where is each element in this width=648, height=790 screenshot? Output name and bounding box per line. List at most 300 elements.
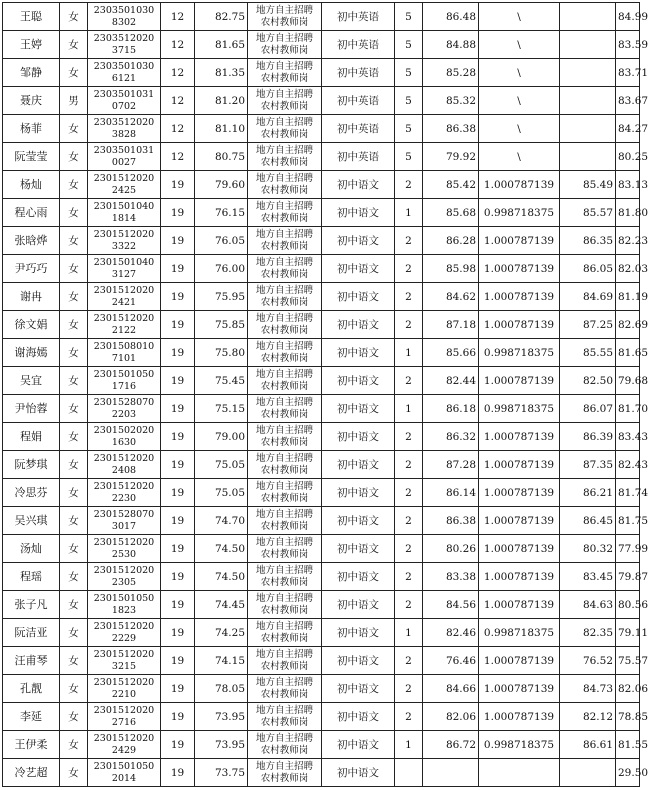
- exam-id-cell-line-2: 3215: [111, 660, 137, 672]
- written-score-cell: 73.95: [195, 731, 248, 759]
- exam-id-cell-line-1: 2301512020: [93, 453, 155, 464]
- post-cell-line-2: 农村教师岗: [260, 436, 309, 448]
- adjusted-score-cell: 82.35: [560, 619, 616, 647]
- gender-cell: 女: [60, 227, 88, 255]
- written-score-cell: 75.85: [195, 311, 248, 339]
- exam-id-cell-line-2: 2421: [111, 296, 137, 308]
- exam-id-cell-line-2: 0027: [111, 156, 137, 168]
- post-cell-line-1: 地方自主招聘: [255, 733, 313, 744]
- gender-cell: 女: [60, 703, 88, 731]
- subject-cell: 初中语文: [322, 619, 395, 647]
- adjusted-score-cell: [560, 115, 616, 143]
- exam-id-cell-line-1: 2301512020: [93, 621, 155, 632]
- exam-id-cell-line-1: 2303501031: [93, 145, 155, 156]
- interview-score-cell: [423, 759, 479, 787]
- name-cell: 谢冉: [3, 283, 60, 311]
- coefficient-cell: 1.000787139: [479, 423, 560, 451]
- table-row: [3, 31, 640, 59]
- coefficient-cell: 1.000787139: [479, 171, 560, 199]
- post-cell-line-2: 农村教师岗: [260, 520, 309, 532]
- interview-score-cell: 86.48: [423, 3, 479, 31]
- adjusted-score-cell: [560, 31, 616, 59]
- subject-cell: 初中语文: [322, 423, 395, 451]
- name-cell: 阮莹莹: [3, 143, 60, 171]
- post-cell-line-2: 农村教师岗: [260, 576, 309, 588]
- exam-id-cell-line-2: 2203: [111, 408, 137, 420]
- post-cell-line-2: 农村教师岗: [260, 324, 309, 336]
- gender-cell: 女: [60, 479, 88, 507]
- group-cell: 12: [161, 115, 195, 143]
- post-cell: [248, 675, 322, 703]
- name-cell: 吴兴琪: [3, 507, 60, 535]
- written-score-cell: 81.20: [195, 87, 248, 115]
- subject-cell: 初中英语: [322, 59, 395, 87]
- count-cell: 2: [395, 255, 423, 283]
- coefficient-cell: \: [479, 143, 560, 171]
- exam-id-cell-line-1: 2301512020: [93, 565, 155, 576]
- exam-id-cell-line-2: 3715: [111, 44, 137, 56]
- written-score-cell: 74.50: [195, 535, 248, 563]
- count-cell: 5: [395, 59, 423, 87]
- exam-id-cell: [88, 115, 161, 143]
- name-cell: 孔靓: [3, 675, 60, 703]
- post-cell-line-2: 农村教师岗: [260, 268, 309, 280]
- post-cell-line-1: 地方自主招聘: [255, 61, 313, 72]
- table-row: [3, 451, 640, 479]
- gender-cell: 女: [60, 647, 88, 675]
- exam-id-cell: [88, 3, 161, 31]
- exam-id-cell-line-1: 2303501030: [93, 61, 155, 72]
- gender-cell: 女: [60, 143, 88, 171]
- exam-id-cell-line-1: 2303501031: [93, 89, 155, 100]
- count-cell: 2: [395, 423, 423, 451]
- subject-cell: 初中语文: [322, 759, 395, 787]
- group-cell: 19: [161, 199, 195, 227]
- total-score-cell: 83.67: [616, 87, 640, 115]
- count-cell: 5: [395, 3, 423, 31]
- subject-cell: 初中语文: [322, 451, 395, 479]
- post-cell-line-2: 农村教师岗: [260, 772, 309, 784]
- gender-cell: 女: [60, 311, 88, 339]
- count-cell: 5: [395, 115, 423, 143]
- post-cell: [248, 171, 322, 199]
- written-score-cell: 79.00: [195, 423, 248, 451]
- adjusted-score-cell: 86.35: [560, 227, 616, 255]
- interview-score-cell: 86.38: [423, 115, 479, 143]
- total-score-cell: 83.59: [616, 31, 640, 59]
- post-cell-line-2: 农村教师岗: [260, 688, 309, 700]
- exam-id-cell-line-1: 2301512020: [93, 705, 155, 716]
- name-cell: 吴宜: [3, 367, 60, 395]
- exam-id-cell-line-2: 2210: [111, 688, 137, 700]
- written-score-cell: 80.75: [195, 143, 248, 171]
- post-cell: [248, 423, 322, 451]
- written-score-cell: 76.05: [195, 227, 248, 255]
- exam-id-cell-line-2: 3017: [111, 520, 137, 532]
- table-row: [3, 759, 640, 787]
- exam-id-cell: [88, 507, 161, 535]
- coefficient-cell: \: [479, 3, 560, 31]
- total-score-cell: 81.55: [616, 731, 640, 759]
- gender-cell: 女: [60, 535, 88, 563]
- name-cell: 谢海嫣: [3, 339, 60, 367]
- post-cell-line-1: 地方自主招聘: [255, 593, 313, 604]
- written-score-cell: 74.45: [195, 591, 248, 619]
- table-row: [3, 171, 640, 199]
- adjusted-score-cell: [560, 87, 616, 115]
- total-score-cell: 75.57: [616, 647, 640, 675]
- adjusted-score-cell: 84.73: [560, 675, 616, 703]
- exam-id-cell-line-2: 2425: [111, 184, 137, 196]
- exam-id-cell-line-2: 1814: [111, 212, 137, 224]
- name-cell: 杨灿: [3, 171, 60, 199]
- post-cell-line-2: 农村教师岗: [260, 380, 309, 392]
- post-cell-line-1: 地方自主招聘: [255, 369, 313, 380]
- interview-score-cell: 86.32: [423, 423, 479, 451]
- post-cell: [248, 283, 322, 311]
- table-row: [3, 227, 640, 255]
- table-row: [3, 563, 640, 591]
- coefficient-cell: 1.000787139: [479, 703, 560, 731]
- total-score-cell: 82.06: [616, 675, 640, 703]
- exam-id-cell: [88, 591, 161, 619]
- total-score-cell: 82.03: [616, 255, 640, 283]
- subject-cell: 初中语文: [322, 283, 395, 311]
- total-score-cell: 84.99: [616, 3, 640, 31]
- count-cell: 2: [395, 507, 423, 535]
- written-score-cell: 74.25: [195, 619, 248, 647]
- subject-cell: 初中语文: [322, 479, 395, 507]
- exam-id-cell-line-2: 2530: [111, 548, 137, 560]
- table-row: [3, 311, 640, 339]
- coefficient-cell: \: [479, 59, 560, 87]
- post-cell: [248, 255, 322, 283]
- exam-id-cell-line-1: 2301501050: [93, 761, 155, 772]
- gender-cell: 女: [60, 255, 88, 283]
- gender-cell: 男: [60, 87, 88, 115]
- group-cell: 19: [161, 227, 195, 255]
- table-row: [3, 507, 640, 535]
- interview-score-cell: 86.38: [423, 507, 479, 535]
- post-cell-line-1: 地方自主招聘: [255, 481, 313, 492]
- exam-id-cell: [88, 647, 161, 675]
- subject-cell: 初中英语: [322, 87, 395, 115]
- post-cell-line-1: 地方自主招聘: [255, 89, 313, 100]
- exam-id-cell-line-2: 2014: [111, 772, 137, 784]
- post-cell-line-2: 农村教师岗: [260, 100, 309, 112]
- count-cell: 1: [395, 731, 423, 759]
- table-row: [3, 255, 640, 283]
- gender-cell: 女: [60, 171, 88, 199]
- group-cell: 19: [161, 423, 195, 451]
- exam-id-cell: [88, 199, 161, 227]
- count-cell: 2: [395, 367, 423, 395]
- count-cell: 1: [395, 619, 423, 647]
- exam-id-cell-line-1: 2301501040: [93, 257, 155, 268]
- interview-score-cell: 86.14: [423, 479, 479, 507]
- count-cell: 2: [395, 227, 423, 255]
- adjusted-score-cell: 86.05: [560, 255, 616, 283]
- group-cell: 12: [161, 143, 195, 171]
- name-cell: 王聪: [3, 3, 60, 31]
- name-cell: 李延: [3, 703, 60, 731]
- total-score-cell: 81.65: [616, 339, 640, 367]
- subject-cell: 初中语文: [322, 395, 395, 423]
- total-score-cell: 81.75: [616, 507, 640, 535]
- adjusted-score-cell: 87.35: [560, 451, 616, 479]
- coefficient-cell: 1.000787139: [479, 311, 560, 339]
- post-cell-line-2: 农村教师岗: [260, 184, 309, 196]
- group-cell: 19: [161, 451, 195, 479]
- exam-id-cell: [88, 619, 161, 647]
- exam-id-cell-line-2: 2429: [111, 744, 137, 756]
- group-cell: 19: [161, 675, 195, 703]
- subject-cell: 初中语文: [322, 563, 395, 591]
- group-cell: 19: [161, 395, 195, 423]
- name-cell: 聂庆: [3, 87, 60, 115]
- gender-cell: 女: [60, 3, 88, 31]
- post-cell-line-1: 地方自主招聘: [255, 33, 313, 44]
- table-row: [3, 535, 640, 563]
- adjusted-score-cell: 82.50: [560, 367, 616, 395]
- post-cell-line-1: 地方自主招聘: [255, 425, 313, 436]
- coefficient-cell: 1.000787139: [479, 451, 560, 479]
- exam-id-cell-line-2: 0702: [111, 100, 137, 112]
- total-score-cell: 79.87: [616, 563, 640, 591]
- post-cell-line-2: 农村教师岗: [260, 16, 309, 28]
- exam-id-cell: [88, 59, 161, 87]
- post-cell-line-1: 地方自主招聘: [255, 649, 313, 660]
- count-cell: 1: [395, 199, 423, 227]
- gender-cell: 女: [60, 199, 88, 227]
- written-score-cell: 76.00: [195, 255, 248, 283]
- group-cell: 19: [161, 731, 195, 759]
- post-cell-line-1: 地方自主招聘: [255, 257, 313, 268]
- post-cell-line-2: 农村教师岗: [260, 744, 309, 756]
- adjusted-score-cell: [560, 59, 616, 87]
- table-row: [3, 339, 640, 367]
- total-score-cell: 80.56: [616, 591, 640, 619]
- subject-cell: 初中语文: [322, 227, 395, 255]
- gender-cell: 女: [60, 367, 88, 395]
- exam-id-cell-line-2: 1630: [111, 436, 137, 448]
- table-row: [3, 423, 640, 451]
- name-cell: 程娟: [3, 423, 60, 451]
- count-cell: 2: [395, 591, 423, 619]
- exam-id-cell-line-1: 2301512020: [93, 481, 155, 492]
- score-table-body: [3, 3, 648, 787]
- subject-cell: 初中语文: [322, 647, 395, 675]
- written-score-cell: 75.80: [195, 339, 248, 367]
- count-cell: 1: [395, 395, 423, 423]
- adjusted-score-cell: 84.69: [560, 283, 616, 311]
- table-row: [3, 367, 640, 395]
- post-cell: [248, 395, 322, 423]
- coefficient-cell: 1.000787139: [479, 507, 560, 535]
- exam-id-cell-line-2: 7101: [111, 352, 137, 364]
- adjusted-score-cell: 86.07: [560, 395, 616, 423]
- post-cell: [248, 451, 322, 479]
- gender-cell: 女: [60, 31, 88, 59]
- total-score-cell: 84.27: [616, 115, 640, 143]
- gender-cell: 女: [60, 115, 88, 143]
- post-cell-line-2: 农村教师岗: [260, 352, 309, 364]
- name-cell: 王婷: [3, 31, 60, 59]
- exam-id-cell: [88, 451, 161, 479]
- written-score-cell: 74.70: [195, 507, 248, 535]
- post-cell-line-1: 地方自主招聘: [255, 509, 313, 520]
- written-score-cell: 73.75: [195, 759, 248, 787]
- table-row: [3, 703, 640, 731]
- post-cell: [248, 3, 322, 31]
- exam-id-cell-line-1: 2301512020: [93, 537, 155, 548]
- adjusted-score-cell: 82.12: [560, 703, 616, 731]
- exam-id-cell-line-2: 2305: [111, 576, 137, 588]
- count-cell: 1: [395, 339, 423, 367]
- post-cell-line-1: 地方自主招聘: [255, 565, 313, 576]
- subject-cell: 初中语文: [322, 367, 395, 395]
- exam-id-cell-line-2: 2229: [111, 632, 137, 644]
- subject-cell: 初中英语: [322, 115, 395, 143]
- exam-id-cell-line-2: 2230: [111, 492, 137, 504]
- name-cell: 冷艺超: [3, 759, 60, 787]
- post-cell: [248, 115, 322, 143]
- exam-id-cell: [88, 367, 161, 395]
- written-score-cell: 73.95: [195, 703, 248, 731]
- interview-score-cell: 87.28: [423, 451, 479, 479]
- total-score-cell: 80.25: [616, 143, 640, 171]
- adjusted-score-cell: 86.45: [560, 507, 616, 535]
- adjusted-score-cell: [560, 3, 616, 31]
- gender-cell: 女: [60, 591, 88, 619]
- interview-score-cell: 85.98: [423, 255, 479, 283]
- total-score-cell: 81.80: [616, 199, 640, 227]
- post-cell-line-2: 农村教师岗: [260, 128, 309, 140]
- written-score-cell: 76.15: [195, 199, 248, 227]
- post-cell: [248, 199, 322, 227]
- exam-id-cell-line-1: 2303501030: [93, 5, 155, 16]
- name-cell: 尹怡蓉: [3, 395, 60, 423]
- total-score-cell: 82.69: [616, 311, 640, 339]
- post-cell-line-2: 农村教师岗: [260, 716, 309, 728]
- written-score-cell: 74.50: [195, 563, 248, 591]
- exam-id-cell: [88, 759, 161, 787]
- exam-id-cell: [88, 479, 161, 507]
- exam-id-cell-line-1: 2301512020: [93, 313, 155, 324]
- exam-id-cell: [88, 143, 161, 171]
- subject-cell: 初中语文: [322, 171, 395, 199]
- exam-id-cell-line-1: 2301512020: [93, 285, 155, 296]
- table-row: [3, 87, 640, 115]
- subject-cell: 初中语文: [322, 535, 395, 563]
- name-cell: 阮梦琪: [3, 451, 60, 479]
- post-cell: [248, 31, 322, 59]
- table-row: [3, 479, 640, 507]
- exam-id-cell: [88, 171, 161, 199]
- exam-id-cell-line-1: 2303512020: [93, 117, 155, 128]
- name-cell: 张晗烨: [3, 227, 60, 255]
- table-row: [3, 143, 640, 171]
- name-cell: 程瑶: [3, 563, 60, 591]
- interview-score-cell: 80.26: [423, 535, 479, 563]
- interview-score-cell: 86.28: [423, 227, 479, 255]
- exam-id-cell-line-1: 2301512020: [93, 733, 155, 744]
- coefficient-cell: 0.998718375: [479, 619, 560, 647]
- gender-cell: 女: [60, 395, 88, 423]
- exam-id-cell: [88, 423, 161, 451]
- name-cell: 程心雨: [3, 199, 60, 227]
- group-cell: 19: [161, 619, 195, 647]
- post-cell-line-1: 地方自主招聘: [255, 621, 313, 632]
- post-cell-line-2: 农村教师岗: [260, 604, 309, 616]
- post-cell: [248, 507, 322, 535]
- subject-cell: 初中语文: [322, 675, 395, 703]
- total-score-cell: 81.19: [616, 283, 640, 311]
- post-cell-line-1: 地方自主招聘: [255, 453, 313, 464]
- name-cell: 徐文娟: [3, 311, 60, 339]
- exam-id-cell-line-1: 2301502020: [93, 425, 155, 436]
- subject-cell: 初中语文: [322, 731, 395, 759]
- coefficient-cell: \: [479, 31, 560, 59]
- post-cell-line-1: 地方自主招聘: [255, 537, 313, 548]
- written-score-cell: 74.15: [195, 647, 248, 675]
- group-cell: 19: [161, 339, 195, 367]
- exam-id-cell-line-1: 2301512020: [93, 677, 155, 688]
- post-cell-line-2: 农村教师岗: [260, 156, 309, 168]
- group-cell: 12: [161, 31, 195, 59]
- subject-cell: 初中语文: [322, 255, 395, 283]
- name-cell: 冷思芬: [3, 479, 60, 507]
- group-cell: 19: [161, 479, 195, 507]
- exam-id-cell: [88, 535, 161, 563]
- post-cell-line-1: 地方自主招聘: [255, 677, 313, 688]
- post-cell-line-2: 农村教师岗: [260, 212, 309, 224]
- name-cell: 张子凡: [3, 591, 60, 619]
- interview-score-cell: 84.56: [423, 591, 479, 619]
- total-score-cell: 83.43: [616, 423, 640, 451]
- post-cell-line-1: 地方自主招聘: [255, 229, 313, 240]
- interview-score-cell: 85.66: [423, 339, 479, 367]
- gender-cell: 女: [60, 619, 88, 647]
- coefficient-cell: 1.000787139: [479, 255, 560, 283]
- table-row: [3, 675, 640, 703]
- coefficient-cell: 0.998718375: [479, 731, 560, 759]
- post-cell-line-1: 地方自主招聘: [255, 5, 313, 16]
- post-cell: [248, 619, 322, 647]
- exam-id-cell: [88, 227, 161, 255]
- exam-id-cell: [88, 283, 161, 311]
- post-cell-line-1: 地方自主招聘: [255, 761, 313, 772]
- adjusted-score-cell: 85.55: [560, 339, 616, 367]
- gender-cell: 女: [60, 451, 88, 479]
- table-row: [3, 591, 640, 619]
- interview-score-cell: 85.28: [423, 59, 479, 87]
- post-cell-line-1: 地方自主招聘: [255, 117, 313, 128]
- post-cell-line-1: 地方自主招聘: [255, 145, 313, 156]
- adjusted-score-cell: 86.61: [560, 731, 616, 759]
- exam-id-cell: [88, 703, 161, 731]
- gender-cell: 女: [60, 563, 88, 591]
- total-score-cell: 79.11: [616, 619, 640, 647]
- name-cell: 王伊柔: [3, 731, 60, 759]
- post-cell-line-2: 农村教师岗: [260, 548, 309, 560]
- coefficient-cell: 1.000787139: [479, 647, 560, 675]
- exam-id-cell-line-2: 3828: [111, 128, 137, 140]
- count-cell: 2: [395, 451, 423, 479]
- name-cell: 汪甫琴: [3, 647, 60, 675]
- exam-id-cell-line-2: 8302: [111, 16, 137, 28]
- subject-cell: 初中语文: [322, 507, 395, 535]
